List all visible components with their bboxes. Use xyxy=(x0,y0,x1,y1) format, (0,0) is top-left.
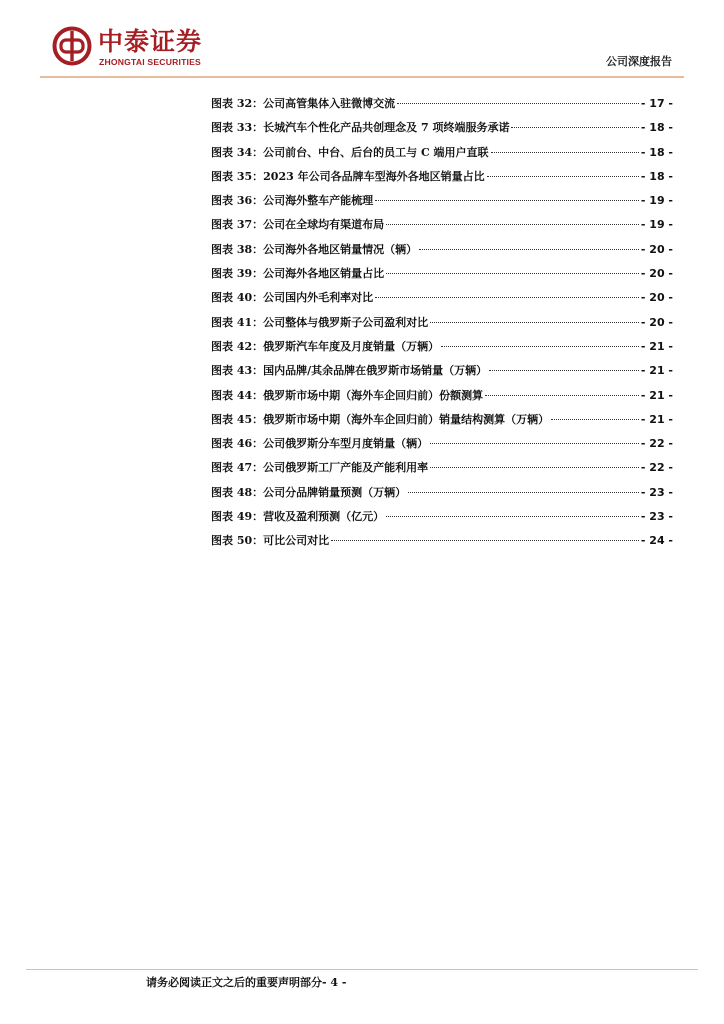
toc-entry[interactable] xyxy=(211,529,673,553)
toc-entry[interactable] xyxy=(211,286,673,310)
toc-entry-page: - 21 - xyxy=(640,364,673,378)
toc-entry-label: 图表 45：俄罗斯市场中期（海外车企回归前）销量结构测算（万辆） xyxy=(211,412,550,426)
toc-entry-label: 图表 36：公司海外整车产能梳理 xyxy=(211,194,374,208)
toc-entry-page: - 21 - xyxy=(640,388,673,402)
footer-disclaimer: 请务必阅读正文之后的重要声明部分 xyxy=(146,976,322,989)
toc-entry-page: - 19 - xyxy=(640,218,673,232)
toc-dot-leader xyxy=(491,152,639,153)
toc-entry[interactable] xyxy=(211,238,673,262)
toc-entry-label: 图表 48：公司分品牌销量预测（万辆） xyxy=(211,485,407,499)
toc-entry-label: 图表 35：2023 年公司各品牌车型海外各地区销量占比 xyxy=(211,169,485,183)
toc-dot-leader xyxy=(419,249,639,250)
footer-divider xyxy=(26,969,698,970)
toc-entry[interactable] xyxy=(211,481,673,505)
toc-entry[interactable] xyxy=(211,359,673,383)
toc-entry-page: - 18 - xyxy=(640,169,673,183)
toc-entry[interactable] xyxy=(211,384,673,408)
toc-entry-page: - 20 - xyxy=(640,291,673,305)
toc-entry-label: 图表 41：公司整体与俄罗斯子公司盈利对比 xyxy=(211,315,429,329)
toc-entry-page: - 24 - xyxy=(640,534,673,548)
toc-dot-leader xyxy=(331,540,639,541)
toc-entry-label: 图表 39：公司海外各地区销量占比 xyxy=(211,267,385,281)
toc-dot-leader xyxy=(430,467,639,468)
toc-dot-leader xyxy=(430,322,639,323)
toc-entry[interactable] xyxy=(211,92,673,116)
toc-entry-label: 图表 42：俄罗斯汽车年度及月度销量（万辆） xyxy=(211,339,440,353)
toc-dot-leader xyxy=(386,273,639,274)
toc-entry-page: - 18 - xyxy=(640,121,673,135)
toc-entry[interactable] xyxy=(211,408,673,432)
toc-entry-page: - 19 - xyxy=(640,194,673,208)
page-header xyxy=(0,0,724,80)
toc-entry-label: 图表 33：长城汽车个性化产品共创理念及 7 项终端服务承诺 xyxy=(211,121,510,135)
toc-entry-page: - 20 - xyxy=(640,267,673,281)
toc-entry[interactable] xyxy=(211,505,673,529)
logo-english-name: ZHONGTAI SECURITIES xyxy=(99,57,201,67)
toc-entry-label: 图表 32：公司高管集体入驻微博交流 xyxy=(211,97,396,110)
toc-entry-label: 图表 50：可比公司对比 xyxy=(211,534,330,548)
logo-chinese-name: 中泰证券 xyxy=(98,27,203,56)
toc-dot-leader xyxy=(397,103,639,104)
toc-entry-page: - 21 - xyxy=(640,339,673,353)
toc-dot-leader xyxy=(375,200,639,201)
toc-dot-leader xyxy=(430,443,639,444)
toc-dot-leader xyxy=(511,127,638,128)
toc-entry-label: 图表 38：公司海外各地区销量情况（辆） xyxy=(211,242,418,256)
toc-dot-leader xyxy=(489,370,639,371)
toc-dot-leader xyxy=(441,346,639,347)
figure-index-list xyxy=(211,92,673,554)
toc-entry-page: - 23 - xyxy=(640,510,673,524)
toc-entry-label: 图表 44：俄罗斯市场中期（海外车企回归前）份额测算 xyxy=(211,388,484,402)
toc-dot-leader xyxy=(485,395,639,396)
toc-entry-page: - 20 - xyxy=(640,242,673,256)
toc-entry[interactable] xyxy=(211,189,673,213)
toc-entry[interactable] xyxy=(211,213,673,237)
toc-entry-label: 图表 46：公司俄罗斯分车型月度销量（辆） xyxy=(211,437,429,451)
toc-entry-page: - 22 - xyxy=(640,461,673,475)
toc-entry[interactable] xyxy=(211,141,673,165)
toc-entry[interactable] xyxy=(211,335,673,359)
toc-entry-label: 图表 40：公司国内外毛利率对比 xyxy=(211,291,374,305)
toc-entry-label: 图表 34：公司前台、中台、后台的员工与 C 端用户直联 xyxy=(211,145,489,159)
report-type-label: 公司深度报告 xyxy=(606,55,672,68)
toc-entry-page: - 23 - xyxy=(640,485,673,499)
toc-entry[interactable] xyxy=(211,432,673,456)
toc-entry[interactable] xyxy=(211,262,673,286)
toc-entry[interactable] xyxy=(211,456,673,480)
toc-dot-leader xyxy=(386,516,639,517)
toc-entry-label: 图表 37：公司在全球均有渠道布局 xyxy=(211,218,385,232)
toc-entry[interactable] xyxy=(211,165,673,189)
toc-entry[interactable] xyxy=(211,311,673,335)
toc-entry-page: - 22 - xyxy=(640,437,673,451)
toc-entry-page: - 17 - xyxy=(640,97,673,110)
toc-entry[interactable] xyxy=(211,116,673,140)
toc-entry-page: - 20 - xyxy=(640,315,673,329)
zhongtai-logo-icon xyxy=(52,26,92,66)
toc-entry-page: - 21 - xyxy=(640,412,673,426)
toc-dot-leader xyxy=(386,224,639,225)
toc-entry-label: 图表 43：国内品牌/其余品牌在俄罗斯市场销量（万辆） xyxy=(211,364,488,378)
toc-dot-leader xyxy=(408,492,639,493)
toc-entry-label: 图表 47：公司俄罗斯工厂产能及产能利用率 xyxy=(211,461,429,475)
page-footer xyxy=(146,974,346,990)
toc-entry-page: - 18 - xyxy=(640,145,673,159)
toc-entry-label: 图表 49：营收及盈利预测（亿元） xyxy=(211,510,385,524)
toc-dot-leader xyxy=(375,297,639,298)
toc-dot-leader xyxy=(487,176,639,177)
footer-page-number: - 4 - xyxy=(322,976,347,989)
header-divider xyxy=(40,76,684,78)
toc-dot-leader xyxy=(551,419,639,420)
